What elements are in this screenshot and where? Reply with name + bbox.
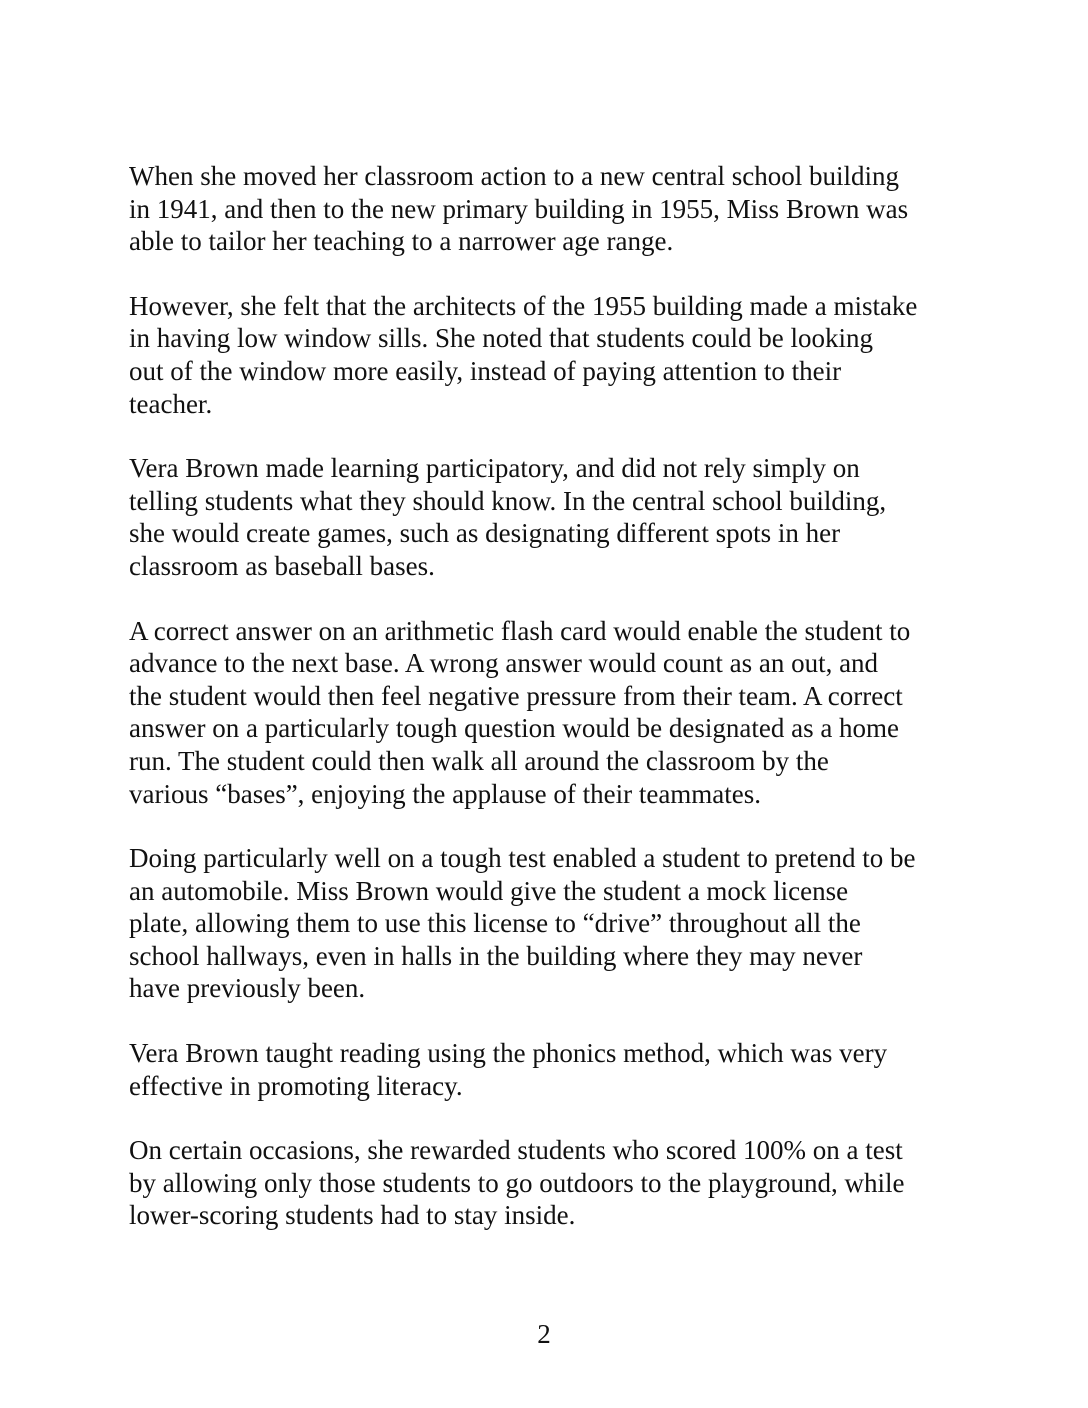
- text-line: When she moved her classroom action to a new central school building: [129, 161, 900, 191]
- paragraph-4: [129, 615, 1009, 811]
- document-body: [129, 160, 1009, 1264]
- text-line: answer on a particularly tough question would be designated as a home: [129, 713, 900, 744]
- paragraph-1: [129, 160, 1009, 258]
- text-line: have previously been.: [129, 973, 366, 1004]
- text-line: an automobile. Miss Brown would give the student a mock license: [129, 875, 849, 906]
- paragraph-3: [129, 452, 1009, 582]
- text-line: Vera Brown taught reading using the phonics method, which was very: [129, 1038, 888, 1069]
- text-line: in having low window sills. She noted that students could be looking: [129, 323, 873, 354]
- text-line: in 1941, and then to the new primary building in 1955, Miss Brown was: [129, 193, 909, 224]
- text-line: by allowing only those students to go outdoors to the playground, while: [129, 1167, 905, 1198]
- text-line: the student would then feel negative pressure from their team. A correct: [129, 680, 903, 711]
- text-line: teacher.: [129, 388, 213, 419]
- text-line: plate, allowing them to use this license to “drive” throughout all the: [129, 908, 861, 939]
- text-line: school hallways, even in halls in the building where they may never: [129, 940, 863, 971]
- text-line: effective in promoting literacy.: [129, 1070, 463, 1101]
- text-line: she would create games, such as designating different spots in her: [129, 518, 841, 549]
- text-line: However, she felt that the architects of the 1955 building made a mistake: [129, 290, 918, 321]
- text-line: A correct answer on an arithmetic flash card would enable the student to: [129, 615, 911, 646]
- page-number: 2: [537, 1319, 551, 1349]
- text-line: Doing particularly well on a tough test enabled a student to pretend to be: [129, 843, 916, 874]
- text-line: telling students what they should know. In the central school building,: [129, 485, 887, 516]
- text-line: various “bases”, enjoying the applause of their teammates.: [129, 778, 762, 809]
- paragraph-2: [129, 290, 1009, 420]
- paragraph-6: [129, 1037, 1009, 1102]
- text-line: Vera Brown made learning participatory, and did not rely simply on: [129, 453, 860, 484]
- paragraph-7: [129, 1134, 1009, 1232]
- paragraph-5: [129, 842, 1009, 1005]
- text-line: out of the window more easily, instead of paying attention to their: [129, 355, 842, 386]
- text-line: advance to the next base. A wrong answer would count as an out, and: [129, 648, 879, 679]
- text-line: run. The student could then walk all around the classroom by the: [129, 745, 829, 776]
- text-line: On certain occasions, she rewarded students who scored 100% on a test: [129, 1135, 903, 1166]
- text-line: classroom as baseball bases.: [129, 550, 435, 581]
- text-line: able to tailor her teaching to a narrower age range.: [129, 226, 674, 257]
- text-line: lower-scoring students had to stay inside.: [129, 1200, 576, 1231]
